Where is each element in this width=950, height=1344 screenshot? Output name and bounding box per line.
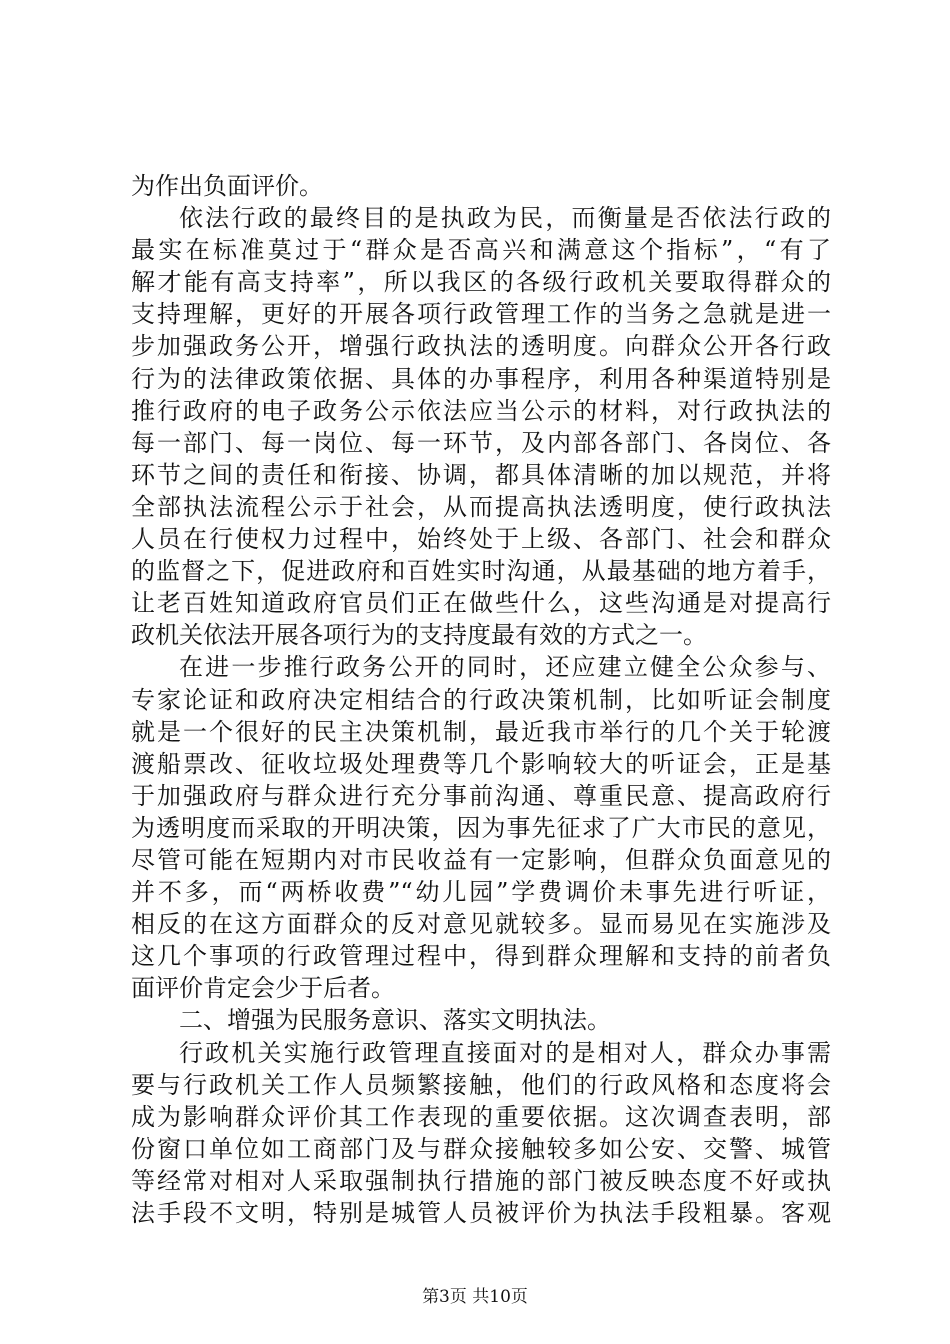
text-line: 最实在标准莫过于“群众是否高兴和满意这个指标”，“有了 (131, 236, 831, 265)
text-line: 尽管可能在短期内对市民收益有一定影响，但群众负面意见的 (131, 845, 831, 874)
text-line: 二、增强为民服务意识、落实文明执法。 (179, 1006, 611, 1035)
text-line: 法手段不文明，特别是城管人员被评价为执法手段粗暴。客观 (131, 1199, 831, 1227)
text-line: 专家论证和政府决定相结合的行政决策机制，比如听证会制度 (131, 685, 831, 714)
text-line: 推行政府的电子政务公示依法应当公示的材料，对行政执法的 (131, 396, 831, 425)
text-line: 全部执法流程公示于社会，从而提高执法透明度，使行政执法 (131, 492, 831, 521)
text-line: 政机关依法开展各项行为的支持度最有效的方式之一。 (131, 621, 707, 650)
text-line: 行政机关实施行政管理直接面对的是相对人，群众办事需 (179, 1038, 831, 1067)
text-line: 成为影响群众评价其工作表现的重要依据。这次调查表明，部 (131, 1102, 831, 1131)
text-line: 面评价肯定会少于后者。 (131, 974, 395, 1003)
text-line: 环节之间的责任和衔接、协调，都具体清晰的加以规范，并将 (131, 460, 831, 489)
text-line: 让老百姓知道政府官员们正在做些什么，这些沟通是对提高行 (131, 589, 831, 618)
text-line: 于加强政府与群众进行充分事前沟通、尊重民意、提高政府行 (131, 781, 831, 810)
text-line: 就是一个很好的民主决策机制，最近我市举行的几个关于轮渡 (131, 717, 831, 746)
text-line: 份窗口单位如工商部门及与群众接触较多如公安、交警、城管 (131, 1134, 831, 1163)
text-line: 为透明度而采取的开明决策，因为事先征求了广大市民的意见， (131, 813, 831, 842)
text-line: 这几个事项的行政管理过程中，得到群众理解和支持的前者负 (131, 942, 831, 971)
page-number-footer: 第3页 共10页 (422, 1287, 528, 1307)
text-line: 为作出负面评价。 (131, 172, 323, 200)
text-line: 要与行政机关工作人员频繁接触，他们的行政风格和态度将会 (131, 1070, 831, 1099)
text-line: 步加强政务公开，增强行政执法的透明度。向群众公开各行政 (131, 332, 831, 361)
text-line: 人员在行使权力过程中，始终处于上级、各部门、社会和群众 (131, 525, 831, 554)
text-line: 每一部门、每一岗位、每一环节，及内部各部门、各岗位、各 (131, 428, 831, 457)
text-line: 的监督之下，促进政府和百姓实时沟通，从最基础的地方着手， (131, 557, 831, 586)
text-line: 解才能有高支持率”，所以我区的各级行政机关要取得群众的 (131, 268, 831, 297)
text-line: 渡船票改、征收垃圾处理费等几个影响较大的听证会，正是基 (131, 749, 831, 778)
text-line: 支持理解，更好的开展各项行政管理工作的当务之急就是进一 (131, 300, 831, 329)
text-line: 行为的法律政策依据、具体的办事程序，利用各种渠道特别是 (131, 364, 831, 393)
text-line: 依法行政的最终目的是执政为民，而衡量是否依法行政的 (179, 204, 831, 233)
text-line: 等经常对相对人采取强制执行措施的部门被反映态度不好或执 (131, 1166, 831, 1195)
text-line: 在进一步推行政务公开的同时，还应建立健全公众参与、 (179, 653, 831, 682)
body-text (131, 170, 831, 1229)
text-line: 并不多，而“两桥收费”“幼儿园”学费调价未事先进行听证， (131, 878, 831, 907)
text-line: 相反的在这方面群众的反对意见就较多。显而易见在实施涉及 (131, 910, 831, 939)
